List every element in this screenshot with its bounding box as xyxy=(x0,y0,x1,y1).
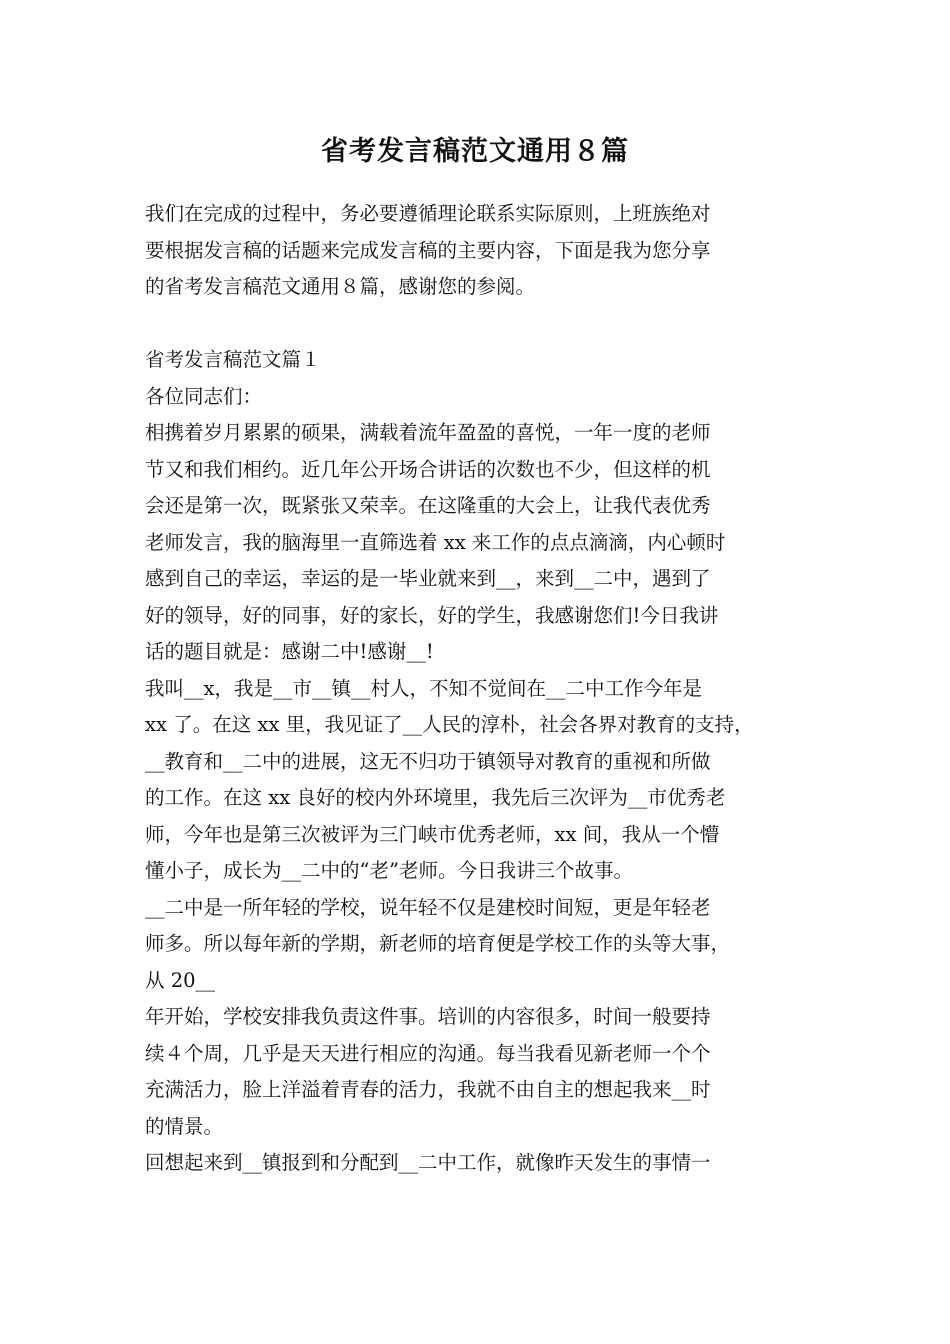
text-line: 要根据发言稿的话题来完成发言稿的主要内容，下面是我为您分享 xyxy=(145,238,711,262)
text-line: 师多。所以每年新的学期，新老师的培育便是学校工作的头等大事， xyxy=(145,932,731,955)
text-line: 师，今年也是第三次被评为三门峡市优秀老师，xx 间，我从一个懵 xyxy=(145,822,720,846)
text-line: 话的题目就是：感谢二中!感谢__! xyxy=(145,640,434,663)
document-title: 省考发言稿范文通用８篇 xyxy=(321,136,629,167)
text-line: __教育和__二中的进展，这无不归功于镇领导对教育的重视和所做 xyxy=(145,749,711,773)
text-line: 我叫__x，我是__市__镇__村人，不知不觉间在__二中工作今年是 xyxy=(145,676,702,700)
text-line: 懂小子，成长为__二中的“老”老师。今日我讲三个故事。 xyxy=(145,859,633,882)
text-line: 感到自己的幸运，幸运的是一毕业就来到__，来到__二中，遇到了 xyxy=(145,567,711,590)
text-line: 老师发言，我的脑海里一直筛选着 xx 来工作的点点滴滴，内心顿时 xyxy=(145,530,726,554)
text-line: 省考发言稿范文篇１ xyxy=(145,348,321,371)
text-line: 充满活力，脸上洋溢着青春的活力，我就不由自主的想起我来__时 xyxy=(145,1078,711,1101)
text-line: 各位同志们： xyxy=(145,384,263,408)
document-body xyxy=(145,196,810,1182)
text-line: 的工作。在这 xx 良好的校内外环境里，我先后三次评为__市优秀老 xyxy=(145,786,726,809)
text-line: 从 20__ xyxy=(145,968,216,992)
text-line: 相携着岁月累累的硕果，满载着流年盈盈的喜悦，一年一度的老师 xyxy=(145,421,711,444)
text-line: __二中是一所年轻的学校，说年轻不仅是建校时间短，更是年轻老 xyxy=(145,895,711,919)
text-line: 会还是第一次，既紧张又荣幸。在这隆重的大会上，让我代表优秀 xyxy=(145,494,711,517)
text-line: 年开始，学校安排我负责这件事。培训的内容很多，时间一般要持 xyxy=(145,1005,711,1028)
text-line: 我们在完成的过程中，务必要遵循理论联系实际原则，上班族绝对 xyxy=(145,202,711,225)
text-line: 节又和我们相约。近几年公开场合讲话的次数也不少，但这样的机 xyxy=(145,457,711,481)
text-line: 回想起来到__镇报到和分配到__二中工作，就像昨天发生的事情一 xyxy=(145,1151,711,1174)
text-line: 好的领导，好的同事，好的家长，好的学生，我感谢您们!今日我讲 xyxy=(145,603,719,627)
text-line: 的情景。 xyxy=(145,1114,224,1138)
text-line: 的省考发言稿范文通用８篇，感谢您的参阅。 xyxy=(145,275,536,298)
text-line: 续４个周，几乎是天天进行相应的沟通。每当我看见新老师一个个 xyxy=(145,1041,711,1065)
text-line: xx 了。在这 xx 里，我见证了__人民的淳朴，社会各界对教育的支持， xyxy=(145,713,754,736)
paragraph-gap xyxy=(145,306,810,343)
